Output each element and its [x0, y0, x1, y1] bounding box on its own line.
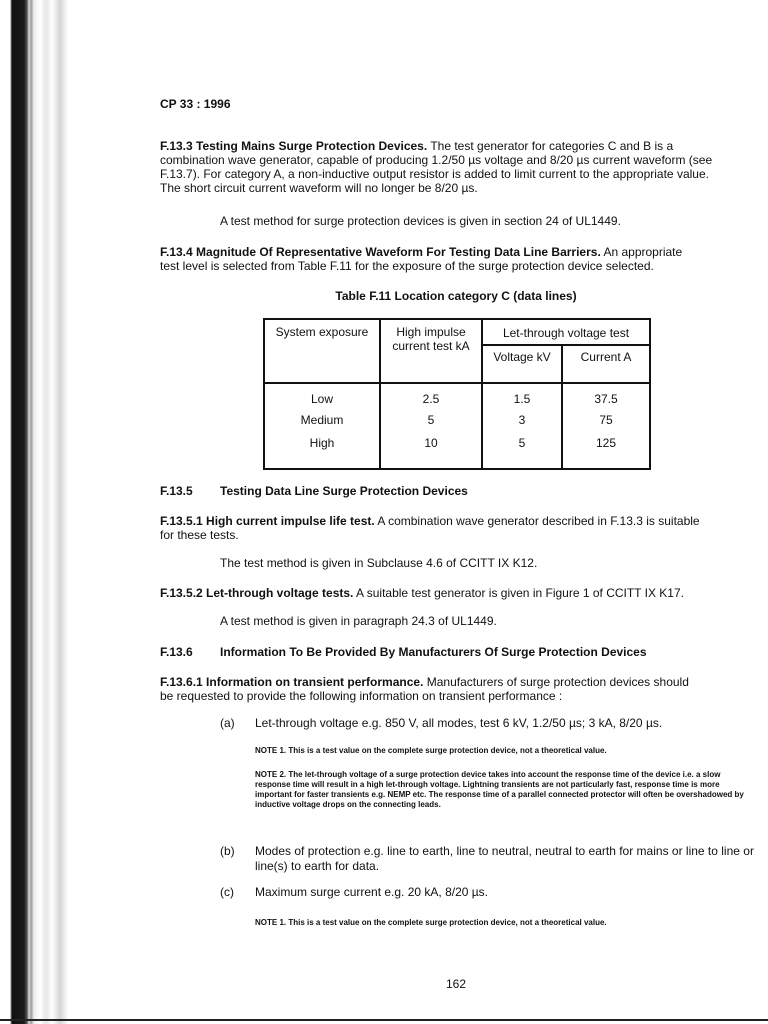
section-f1351-method: The test method is given in Subclause 4.6 of CCITT IX K12.: [220, 556, 538, 570]
item-a-marker: (a): [220, 716, 235, 730]
section-f1351: [160, 514, 752, 542]
section-f1352-line1: A suitable test generator is given in Figure 1 of CCITT IX K17.: [356, 586, 684, 600]
cell-current: 75: [562, 407, 650, 430]
section-f136: [160, 645, 647, 659]
item-c-text: Maximum surge current e.g. 20 kA, 8/20 µs.: [255, 885, 489, 899]
item-a-note1: NOTE 1. This is a test value on the complete surge protection device, not a theoretical value.: [255, 746, 607, 755]
header-voltage: Voltage kV: [482, 345, 562, 383]
header-high-impulse: High impulse current test kA: [380, 319, 482, 383]
section-f135-title: Testing Data Line Surge Protection Devices: [220, 484, 468, 498]
section-f133: [160, 139, 752, 195]
section-f1352-method: A test method is given in paragraph 24.3 of UL1449.: [220, 614, 497, 628]
item-c-note1: NOTE 1. This is a test value on the complete surge protection device, not a theoretical value.: [255, 918, 607, 927]
cell-exposure: Medium: [264, 407, 380, 430]
cell-current: 37.5: [562, 383, 650, 407]
section-f1351-line2: for these tests.: [160, 528, 239, 542]
section-f134-line2: test level is selected from Table F.11 for the exposure of the surge protection device selected.: [160, 259, 654, 273]
document-header: CP 33 : 1996: [160, 97, 231, 111]
section-f133-label: F.13.3 Testing Mains Surge Protection Devices.: [160, 139, 428, 153]
section-f135: [160, 484, 468, 498]
table-row: [264, 407, 650, 430]
section-f1352: [160, 586, 752, 600]
section-f1352-label: F.13.5.2 Let-through voltage tests.: [160, 586, 354, 600]
cell-exposure: Low: [264, 383, 380, 407]
header-current: Current A: [562, 345, 650, 383]
location-category-table: [263, 318, 651, 470]
cell-current: 125: [562, 430, 650, 469]
cell-impulse: 10: [380, 430, 482, 469]
section-f133-line3: F.13.7). For category A, a non-inductive output resistor is added to limit current to the appropriate value.: [160, 167, 709, 181]
item-b-marker: (b): [220, 844, 235, 858]
table-caption: Table F.11 Location category C (data lines): [335, 289, 577, 303]
cell-voltage: 3: [482, 407, 562, 430]
section-f1361: [160, 675, 752, 703]
item-b-text: Modes of protection e.g. line to earth, line to neutral, neutral to earth for mains or line to line or line(s) to earth for data.: [255, 844, 754, 873]
cell-exposure: High: [264, 430, 380, 469]
cell-voltage: 1.5: [482, 383, 562, 407]
cell-voltage: 5: [482, 430, 562, 469]
table-row: [264, 430, 650, 469]
bottom-rule: [0, 1019, 768, 1021]
header-let-through: Let-through voltage test: [482, 319, 650, 345]
section-f135-number: F.13.5: [160, 484, 193, 498]
section-f134-line1: An appropriate: [603, 245, 683, 259]
section-f1361-line2: be requested to provide the following information on transient performance :: [160, 689, 563, 703]
header-system-exposure: System exposure: [264, 319, 380, 383]
cell-impulse: 2.5: [380, 383, 482, 407]
section-f136-title: Information To Be Provided By Manufacturers Of Surge Protection Devices: [220, 645, 647, 659]
item-c-marker: (c): [220, 885, 234, 899]
item-a-text: Let-through voltage e.g. 850 V, all modes, test 6 kV, 1.2/50 µs; 3 kA, 8/20 µs.: [255, 716, 663, 730]
section-f1351-line1: A combination wave generator described in F.13.3 is suitable: [377, 514, 700, 528]
section-f1351-label: F.13.5.1 High current impulse life test.: [160, 514, 375, 528]
section-f133-line1: The test generator for categories C and B is a: [430, 139, 674, 153]
section-f133-method: A test method for surge protection devices is given in section 24 of UL1449.: [220, 214, 621, 228]
table-row: [264, 383, 650, 407]
section-f134: [160, 245, 752, 273]
item-a-note2: NOTE 2. The let-through voltage of a surge protection device takes into account the response time of the device i.e. a slow response time will result in a high let-through voltage. Lightning transients are not particularly fast, response time is more important for faster transients e.g. NEMP etc. The response time of a parallel connected protector will often be overshadowed by inductive voltage drops on the connecting leads.: [255, 770, 744, 809]
section-f134-label: F.13.4 Magnitude Of Representative Waveform For Testing Data Line Barriers.: [160, 245, 601, 259]
section-f133-line4: The short circuit current waveform will no longer be 8/20 µs.: [160, 181, 478, 195]
section-f136-number: F.13.6: [160, 645, 193, 659]
section-f1361-label: F.13.6.1 Information on transient performance.: [160, 675, 424, 689]
section-f1361-line1: Manufacturers of surge protection devices should: [426, 675, 689, 689]
cell-impulse: 5: [380, 407, 482, 430]
section-f133-line2: combination wave generator, capable of producing 1.2/50 µs voltage and 8/20 µs current waveform (see: [160, 153, 713, 167]
page-number: 162: [446, 977, 467, 991]
